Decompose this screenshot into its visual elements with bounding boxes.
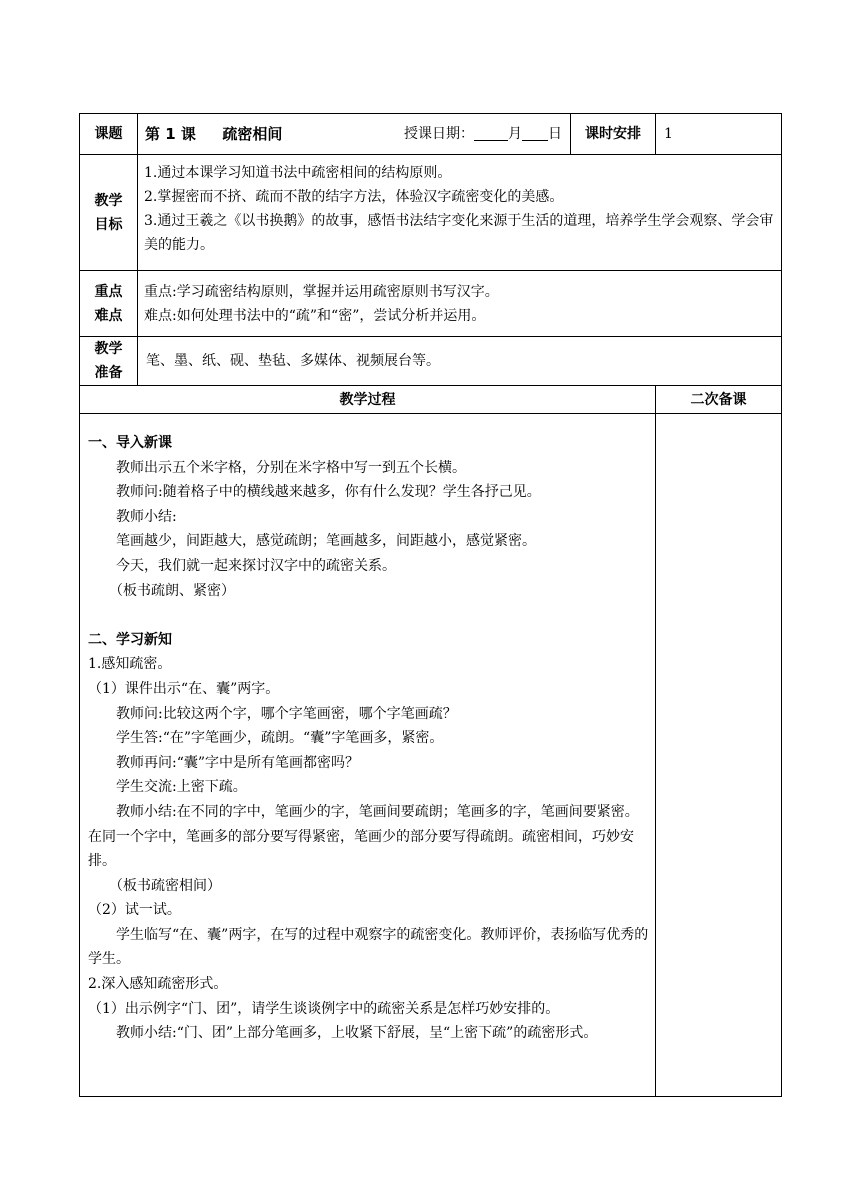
lesson-title: 疏密相间 [222,124,283,143]
preparation-row [80,337,782,386]
day-blank [522,125,548,141]
schedule-label: 课时安排 [571,114,656,155]
key-point: 重点:学习疏密结构原则，掌握并运用疏密原则书写汉字。 [144,283,499,300]
key-points-label-line1: 重点 [94,283,123,300]
schedule-value: 1 [656,114,782,155]
month-suffix: 月 [508,125,522,142]
header-row [80,114,782,155]
objective-item: 2.掌握密而不挤、疏而不散的结字方法，体验汉字疏密变化的美感。 [144,189,564,205]
key-points-row [80,271,782,337]
objectives-content [138,155,782,271]
key-points-label-line2: 难点 [94,307,123,324]
paragraph: 学生临写“在、囊”两字，在写的过程中观察字的疏密变化。教师评价，表扬临写优秀的学生。 [88,926,649,968]
paragraph: （1）出示例字“门、团”，请学生谈谈例字中的疏密关系是怎样巧妙安排的。 [88,1000,560,1017]
process-header-row [80,386,782,414]
section-title: 一、导入新课 [88,435,172,451]
date-prefix: 授课日期： [404,125,474,142]
paragraph: 教师问:随着格子中的横线越来越多，你有什么发现？学生各抒己见。 [116,484,541,501]
paragraph: 教师小结:“门、团”上部分笔画多，上收紧下舒展，呈“上密下疏”的疏密形式。 [116,1025,598,1042]
paragraph: 学生交流:上密下疏。 [116,779,247,796]
objective-item: 3.通过王羲之《以书换鹅》的故事，感悟书法结字变化来源于生活的道理，培养学生学会观察、学会审美的能力。 [144,213,774,253]
day-suffix: 日 [548,125,562,142]
objective-item: 1.通过本课学习知道书法中疏密相间的结构原则。 [144,165,452,181]
paragraph: （板书疏朗、紧密） [109,582,235,599]
preparation-content: 笔、墨、纸、砚、垫毡、多媒体、视频展台等。 [138,337,782,386]
objectives-label [80,155,138,271]
objectives-label-line1: 教学 [94,192,123,209]
lesson-plan-table [79,113,782,1097]
paragraph: （1）课件出示“在、囊”两字。 [88,680,280,697]
paragraph: 教师小结: [116,508,177,525]
title-cell [138,114,571,155]
objectives-row [80,155,782,271]
month-blank [474,125,508,141]
difficulty-point: 难点:如何处理书法中的“疏”和“密”，尝试分析并运用。 [144,307,486,324]
paragraph: 教师再问:“囊”字中是所有笔画都密吗？ [116,754,360,771]
process-row [80,414,782,1097]
preparation-label-line1: 教学 [94,341,123,357]
paragraph: 学生答:“在”字笔画少，疏朗。“囊”字笔画多，紧密。 [116,730,444,747]
objectives-label-line2: 目标 [94,216,123,233]
paragraph: 教师问:比较这两个字，哪个字笔画密，哪个字笔画疏？ [116,705,457,722]
preparation-label-line2: 准备 [94,365,123,381]
section-title: 二、学习新知 [88,631,172,648]
paragraph: 笔画越少，间距越大，感觉疏朗；笔画越多，间距越小，感觉紧密。 [116,533,536,550]
paragraph: （板书疏密相间） [109,877,221,894]
paragraph: 教师小结:在不同的字中，笔画少的字，笔画间要疏朗；笔画多的字，笔画间要紧密。在同一个字中，笔画多的部分要写得紧密，笔画少的部分要写得疏朗。疏密相间，巧妙安排。 [88,803,639,870]
teaching-date [404,122,562,146]
topic-label: 课题 [80,114,138,155]
paragraph: 1.感知疏密。 [88,656,172,673]
paragraph: 教师出示五个米字格，分别在米字格中写一到五个长横。 [116,459,466,476]
notes-header: 二次备课 [656,386,782,414]
process-content [80,414,656,1097]
lesson-number: 第 1 课 [145,124,196,143]
paragraph: 今天，我们就一起来探讨汉字中的疏密关系。 [116,557,396,574]
key-points-content [138,271,782,337]
paragraph: 2.深入感知疏密形式。 [88,976,228,993]
preparation-label [80,337,138,386]
paragraph: （2）试一试。 [88,902,181,919]
process-header: 教学过程 [80,386,656,414]
key-points-label [80,271,138,337]
spacer [88,603,649,628]
notes-content [656,414,782,1097]
